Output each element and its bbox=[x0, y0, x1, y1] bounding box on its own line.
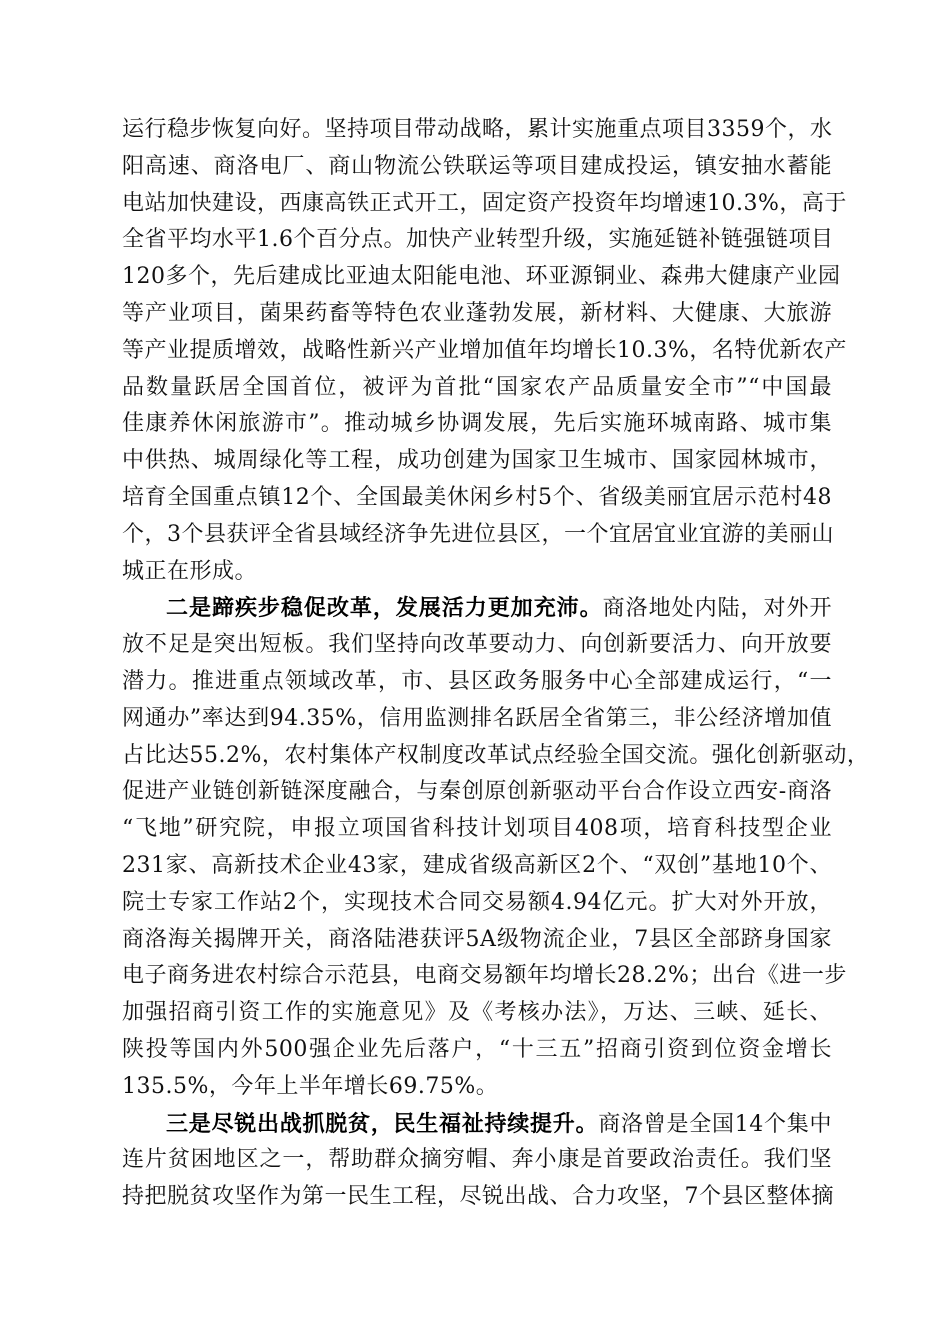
text-line: 个，3个县获评全省县域经济争先进位县区，一个宜居宜业宜游的美丽山 bbox=[122, 521, 834, 547]
text-line: 等产业项目，菌果药畜等特色农业蓬勃发展，新材料、大健康、大旅游 bbox=[122, 300, 832, 326]
text-line bbox=[122, 590, 832, 627]
text-line: 中供热、城周绿化等工程，成功创建为国家卫生城市、国家园林城市， bbox=[122, 448, 832, 474]
text-line: 品数量跃居全国首位，被评为首批“国家农产品质量安全市”“中国最 bbox=[122, 374, 832, 400]
text-line: 培育全国重点镇12个、全国最美休闲乡村5个、省级美丽宜居示范村48 bbox=[122, 484, 832, 510]
text-run: 商洛曾是全国14个集中 bbox=[598, 1111, 832, 1137]
text-line: 等产业提质增效，战略性新兴产业增加值年均增长10.3%，名特优新农产 bbox=[122, 337, 847, 363]
text-line: 135.5%，今年上半年增长69.75%。 bbox=[122, 1073, 499, 1099]
paragraph-heading-poverty: 三是尽锐出战抓脱贫，民生福祉持续提升。 bbox=[166, 1110, 599, 1137]
paragraph-heading-reform: 二是蹄疾步稳促改革，发展活力更加充沛。 bbox=[166, 595, 603, 622]
text-line: 网通办”率达到94.35%，信用监测排名跃居全省第三，非公经济增加值 bbox=[122, 705, 832, 731]
paragraph-reform bbox=[122, 590, 870, 1105]
text-line: 商洛海关揭牌开关，商洛陆港获评5A级物流企业，7县区全部跻身国家 bbox=[122, 926, 832, 952]
text-line: 120多个，先后建成比亚迪太阳能电池、环亚源铜业、森弗大健康产业园 bbox=[122, 264, 841, 290]
paragraph-economic-development bbox=[122, 112, 847, 590]
text-line: 231家、高新技术企业43家，建成省级高新区2个、“双创”基地10个、 bbox=[122, 852, 832, 878]
text-line: 陕投等国内外500强企业先后落户，“十三五”招商引资到位资金增长 bbox=[122, 1036, 832, 1062]
text-run: 商洛地处内陆，对外开 bbox=[602, 596, 832, 622]
text-line: 加强招商引资工作的实施意见》及《考核办法》，万达、三峡、延长、 bbox=[122, 1000, 832, 1026]
text-line: “飞地”研究院，申报立项国省科技计划项目408项，培育科技型企业 bbox=[122, 816, 832, 842]
document-body bbox=[122, 112, 870, 1216]
text-line: 运行稳步恢复向好。坚持项目带动战略，累计实施重点项目3359个，水 bbox=[122, 117, 833, 142]
text-line: 潜力。推进重点领域改革，市、县区政务服务中心全部建成运行，“一 bbox=[122, 668, 832, 694]
paragraph-poverty-alleviation bbox=[122, 1106, 832, 1216]
text-line: 院士专家工作站2个，实现技术合同交易额4.94亿元。扩大对外开放， bbox=[122, 889, 832, 915]
text-line: 全省平均水平1.6个百分点。加快产业转型升级，实施延链补链强链项目 bbox=[122, 227, 834, 253]
text-line: 电子商务进农村综合示范县，电商交易额年均增长28.2%；出台《进一步 bbox=[122, 963, 847, 989]
text-line: 持把脱贫攻坚作为第一民生工程，尽锐出战、合力攻坚，7个县区整体摘 bbox=[122, 1184, 834, 1210]
text-line: 占比达55.2%，农村集体产权制度改革试点经验全国交流。强化创新驱动， bbox=[122, 742, 870, 768]
text-line: 放不足是突出短板。我们坚持向改革要动力、向创新要活力、向开放要 bbox=[122, 632, 832, 658]
text-line bbox=[122, 1106, 832, 1143]
text-line: 佳康养休闲旅游市”。推动城乡协调发展，先后实施环城南路、城市集 bbox=[122, 411, 832, 437]
text-line: 电站加快建设，西康高铁正式开工，固定资产投资年均增速10.3%，高于 bbox=[122, 190, 847, 216]
text-line: 促进产业链创新链深度融合，与秦创原创新驱动平台合作设立西安-商洛 bbox=[122, 779, 832, 805]
text-line: 城正在形成。 bbox=[122, 558, 258, 584]
text-line: 连片贫困地区之一，帮助群众摘穷帽、奔小康是首要政治责任。我们坚 bbox=[122, 1147, 832, 1173]
text-line: 阳高速、商洛电厂、商山物流公铁联运等项目建成投运，镇安抽水蓄能 bbox=[122, 153, 832, 179]
